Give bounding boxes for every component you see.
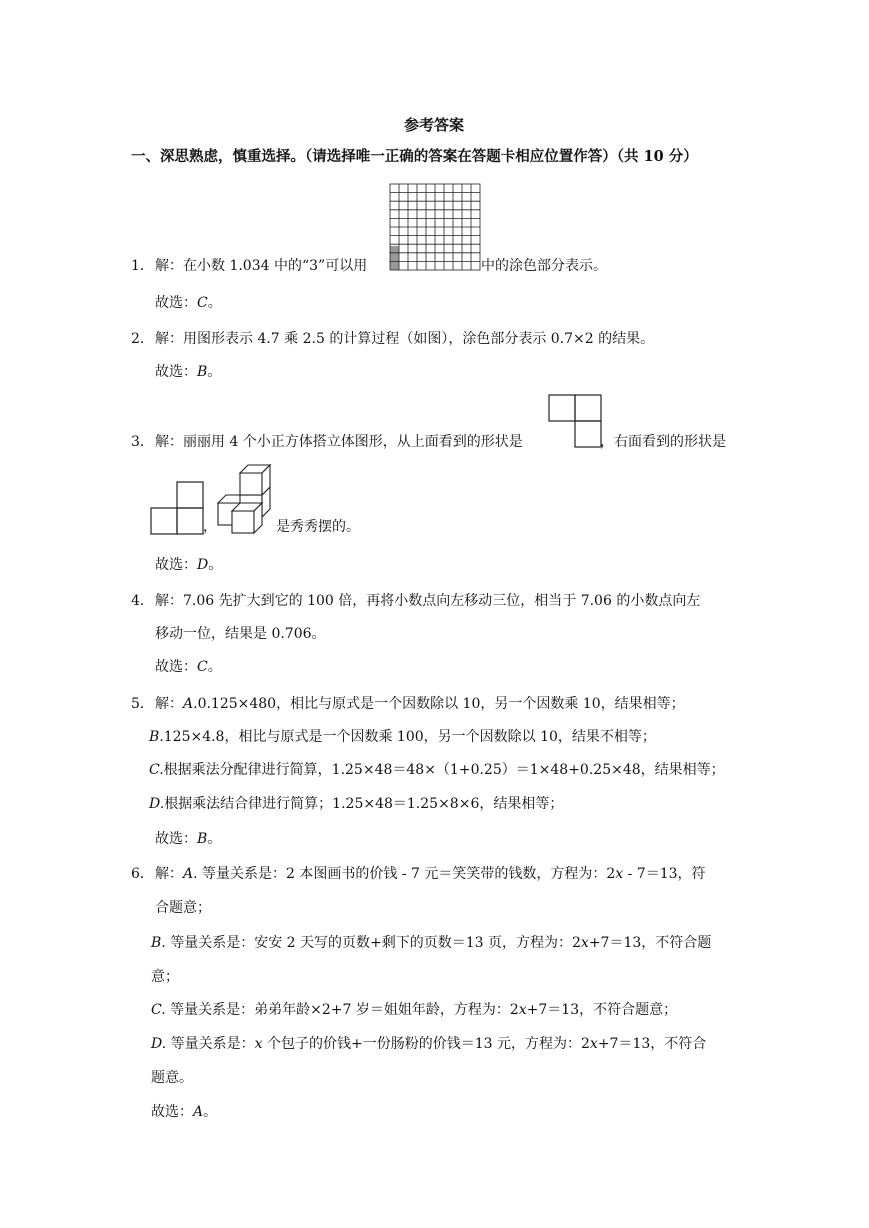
cube-arrangement-figure (214, 465, 274, 535)
q5-option-d (149, 794, 563, 814)
section-heading: 一、深思熟虑，慎重选择。（请选择唯一正确的答案在答题卡相应位置作答）（共 10 分） (131, 148, 698, 165)
variable-x: x (580, 935, 589, 951)
q3-number: 3． (131, 434, 154, 450)
q1-answer (155, 293, 222, 313)
answer-prefix: 故选： (155, 364, 197, 380)
option-letter: C. (151, 1002, 166, 1018)
q6-option-a (155, 864, 706, 884)
option-letter: A. (183, 866, 198, 882)
variable-x: x (589, 1036, 598, 1052)
answer-letter: B (197, 831, 208, 847)
q5-option-c (149, 760, 725, 780)
q2-text: 解：用图形表示 4.7 乘 2.5 的计算过程（如图），涂色部分表示 0.7×2 的结果。 (155, 331, 655, 347)
answer-end: 。 (203, 1104, 218, 1120)
answer-letter: B (197, 364, 208, 380)
q4-answer (155, 657, 222, 677)
q4-number: 4． (131, 593, 154, 609)
q6-answer (151, 1102, 217, 1122)
hundred-grid-figure (390, 184, 480, 270)
q3-answer (155, 555, 222, 575)
option-text: 等量关系是： (166, 1036, 255, 1052)
q6-option-a-line2: 合题意； (155, 900, 211, 916)
option-text: 等量关系是：弟弟年龄×2+7 岁＝姐姐年龄，方程为：2 (165, 1002, 519, 1018)
option-letter: D. (149, 796, 165, 812)
q5-answer (155, 829, 221, 849)
q5-option-b (149, 727, 656, 747)
option-text: 个包子的价钱+一份肠粉的价钱＝13 元，方程为：2 (262, 1036, 590, 1052)
q5-option-a (155, 694, 685, 714)
variable-x: x (615, 866, 624, 882)
page-title: 参考答案 (404, 116, 465, 134)
q5-number: 5． (131, 696, 154, 712)
q1-text-pre: 解：在小数 1.034 中的“3”可以用 (155, 258, 368, 274)
answer-prefix: 故选： (155, 831, 197, 847)
q4-line1: 解：7.06 先扩大到它的 100 倍，再将小数点向左移动三位，相当于 7.06 的小数点向左 (155, 593, 701, 609)
answer-end: 。 (207, 659, 222, 675)
option-text: +7＝13，不符合 (597, 1036, 707, 1052)
option-letter: D. (151, 1036, 167, 1052)
q4-line2: 移动一位，结果是 0.706。 (155, 626, 326, 642)
q3-comma: ， (203, 519, 217, 535)
q6-number: 6． (131, 866, 154, 882)
q6-option-d (151, 1034, 706, 1054)
variable-x: x (254, 1036, 263, 1052)
q3-text-pre: 解：丽丽用 4 个小正方体搭立体图形，从上面看到的形状是 (155, 434, 523, 450)
option-text: +7＝13，不符合题 (588, 935, 712, 951)
answer-letter: D (197, 557, 209, 573)
answer-end: 。 (207, 295, 222, 311)
answer-end: 。 (208, 557, 223, 573)
grid-shaded-cell (390, 262, 399, 270)
option-text: +7＝13，不符合题意； (526, 1002, 678, 1018)
grid-shaded-cell (390, 254, 399, 262)
solution-prefix: 解： (155, 696, 183, 712)
q1-number: 1． (131, 258, 154, 274)
option-letter: B. (149, 729, 164, 745)
option-text: 等量关系是：2 本图画书的价钱 - 7 元＝笑笑带的钱数，方程为：2 (197, 866, 616, 882)
q3-text-tail: 是秀秀摆的。 (276, 519, 360, 535)
option-letter: A. (183, 696, 198, 712)
answer-prefix: 故选： (155, 659, 197, 675)
option-letter: B. (151, 935, 166, 951)
q6-option-b-line2: 意； (151, 969, 179, 985)
option-letter: C. (149, 762, 164, 778)
right-view-figure (151, 482, 203, 534)
option-text: 等量关系是：安安 2 天写的页数+剩下的页数＝13 页，方程为：2 (165, 935, 581, 951)
q1-text-post: 中的涂色部分表示。 (481, 258, 607, 274)
answer-prefix: 故选： (155, 295, 197, 311)
option-text: 根据乘法结合律进行简算；1.25×48＝1.25×8×6，结果相等； (164, 796, 564, 812)
q2-number: 2． (131, 331, 154, 347)
q6-option-d-line2: 题意。 (151, 1070, 193, 1086)
option-text: 根据乘法分配律进行简算，1.25×48＝48×（1+0.25）＝1×48+0.25×48，结果相等； (163, 762, 725, 778)
solution-prefix: 解： (155, 866, 183, 882)
option-text: 125×4.8，相比与原式是一个因数乘 100，另一个因数除以 10，结果不相等； (163, 729, 656, 745)
q6-option-b (151, 933, 711, 953)
q6-option-c (151, 1000, 677, 1020)
answer-letter: A (193, 1104, 204, 1120)
answer-end: 。 (207, 831, 222, 847)
answer-prefix: 故选： (151, 1104, 193, 1120)
option-text: 0.125×480，相比与原式是一个因数除以 10，另一个因数乘 10，结果相等； (197, 696, 685, 712)
q2-answer (155, 362, 221, 382)
answer-letter: C (197, 295, 208, 311)
q3-text-post: ，右面看到的形状是 (600, 434, 726, 450)
answer-prefix: 故选： (155, 557, 197, 573)
option-text: - 7＝13，符 (623, 866, 706, 882)
top-view-figure (549, 395, 601, 447)
variable-x: x (518, 1002, 527, 1018)
answer-end: 。 (207, 364, 222, 380)
answer-letter: C (197, 659, 208, 675)
